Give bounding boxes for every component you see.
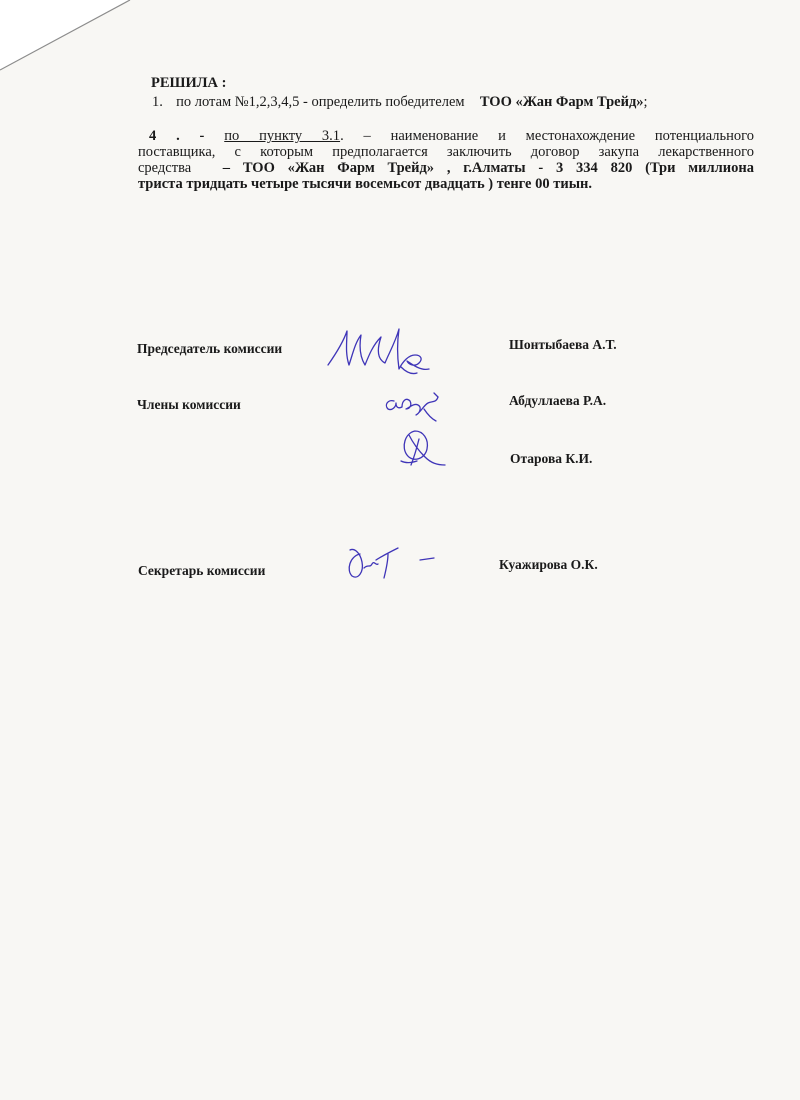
secretary-name: Куажирова О.К. <box>499 557 598 572</box>
decision-item-1 <box>152 94 648 110</box>
decision-item-4-line2 <box>138 144 754 160</box>
decision-item-4-line4-text: триста тридцать четыре тысячи восемьсот двадцать ) тенге 00 тиын. <box>138 176 593 192</box>
members-label: Члены комиссии <box>137 397 241 412</box>
decision-heading: РЕШИЛА : <box>151 75 227 91</box>
decision-item-4-line3-prefix: средства <box>138 160 192 176</box>
decision-item-4-supplier: – ТОО «Жан Фарм Трейд» , г.Алматы - 3 334 820 (Три миллиона <box>222 160 754 176</box>
decision-item-1-winner: ТОО «Жан Фарм Трейд» <box>479 94 644 110</box>
member1-name: Абдуллаева Р.А. <box>509 393 607 408</box>
decision-item-4-line1 <box>149 128 754 144</box>
chair-name: Шонтыбаева А.Т. <box>509 337 617 352</box>
chair-label: Председатель комиссии <box>137 341 283 356</box>
decision-item-1-number: 1. <box>152 94 163 110</box>
secretary-signature <box>340 540 450 585</box>
decision-item-1-text: по лотам №1,2,3,4,5 - определить победителем <box>176 94 465 110</box>
decision-item-4-number: 4 . - <box>149 128 205 144</box>
decision-item-4-line1-rest: . – наименование и местонахождение потенциального <box>340 128 755 144</box>
decision-item-1-tail: ; <box>643 94 648 110</box>
member2-signature <box>395 425 455 470</box>
decision-item-4-clause-ref: по пункту 3.1 <box>224 128 341 144</box>
member1-signature <box>380 385 450 421</box>
secretary-label: Секретарь комиссии <box>138 563 266 578</box>
member2-name: Отарова К.И. <box>510 451 593 466</box>
decision-item-4-line2-text: поставщика, с которым предполагается заключить договор закупа лекарственного <box>138 144 754 160</box>
decision-item-4-line3 <box>138 160 754 176</box>
decision-item-4-line4 <box>138 176 592 192</box>
chair-signature <box>325 325 440 377</box>
